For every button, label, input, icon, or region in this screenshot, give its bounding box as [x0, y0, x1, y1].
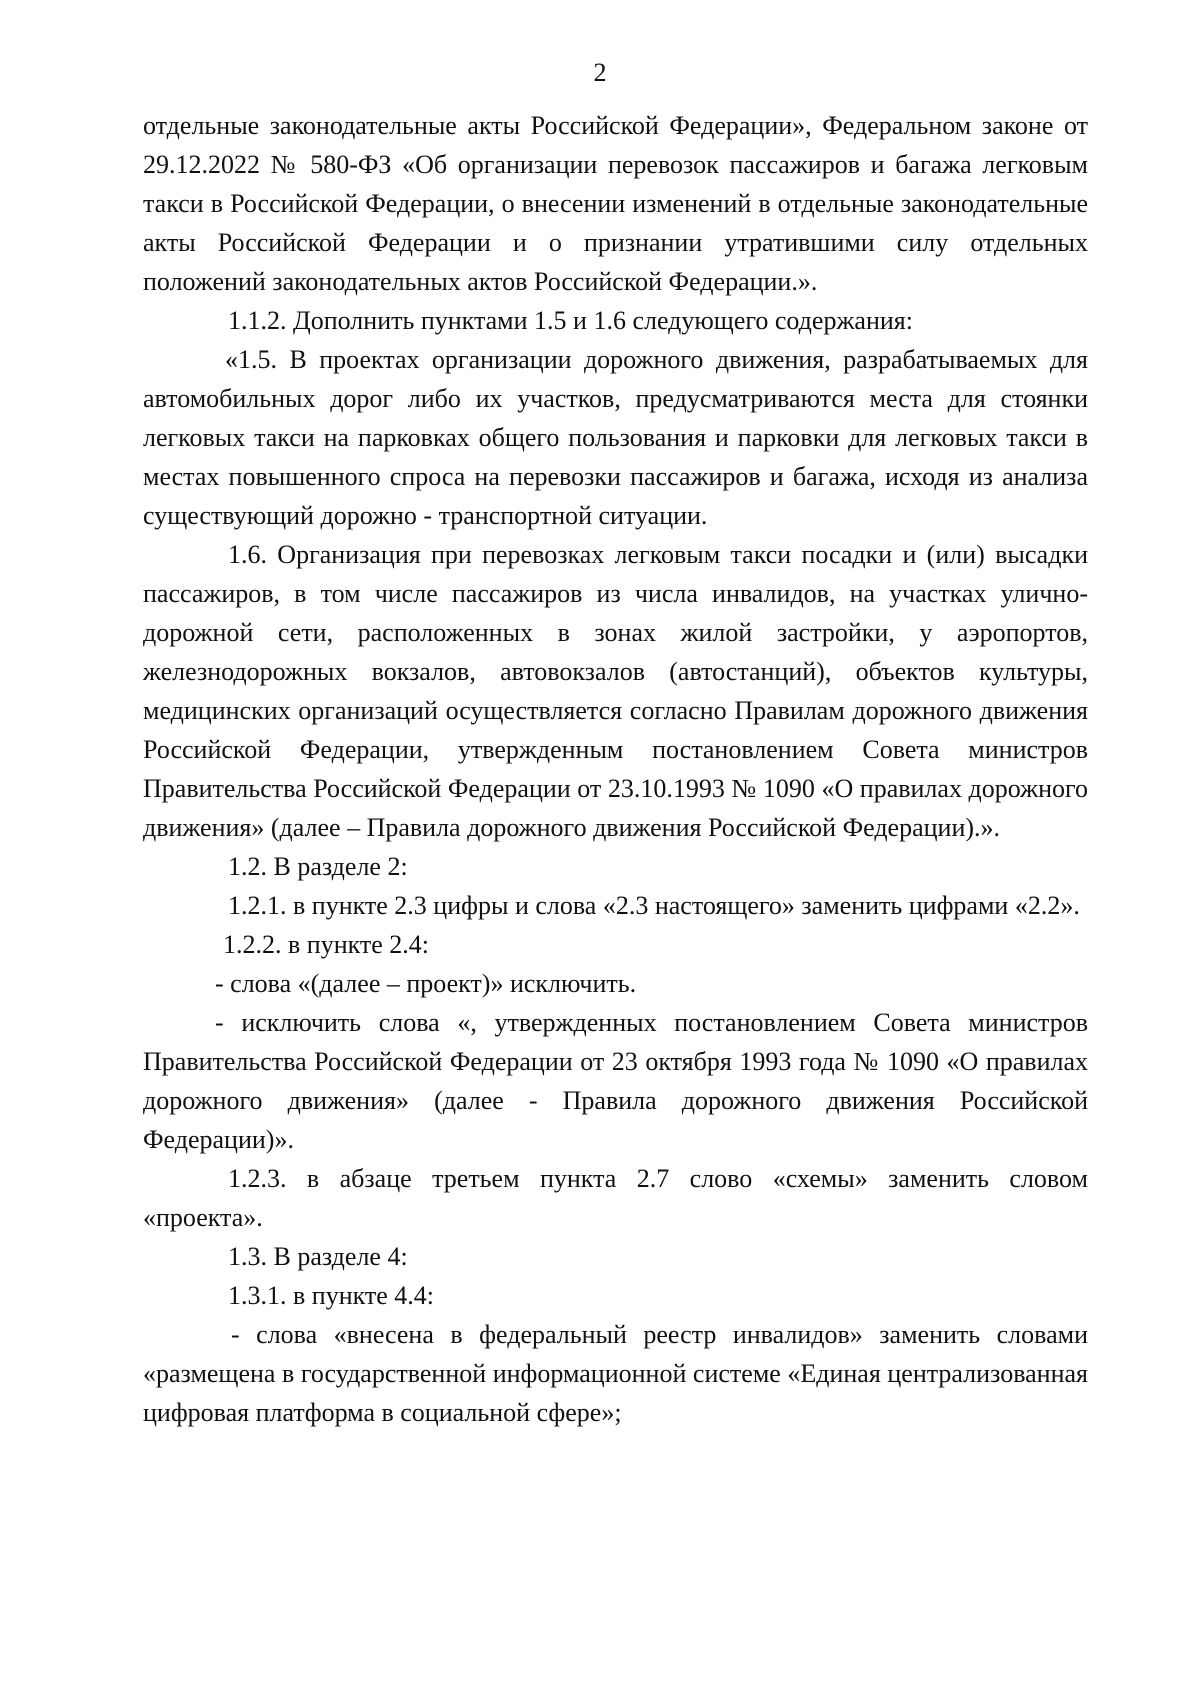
paragraph-1-2-1: 1.2.1. в пункте 2.3 цифры и слова «2.3 настоящего» заменить цифрами «2.2».: [228, 891, 1080, 920]
paragraph-dash-2: - исключить слова «, утвержденных постановлением Совета министров Правительства Российской Федерации от 23 октября 1993 года № 1090 «О правилах дорожного движения» (далее - Правила дорожного движения Российской Федерации)».: [143, 1008, 1088, 1154]
paragraph-1-3-1: 1.3.1. в пункте 4.4:: [228, 1281, 435, 1310]
paragraph-dash-1: - слова «(далее – проект)» исключить.: [215, 969, 637, 998]
paragraph-1-6: 1.6. Организация при перевозках легковым такси посадки и (или) высадки пассажиров, в том числе пассажиров из числа инвалидов, на участках улично-дорожной сети, расположенных в зонах жилой застройки, у аэропортов, железнодорожных вокзалов, автовокзалов (автостанций), объектов культуры, медицинских организаций осуществляется согласно Правилам дорожного движения Российской Федерации, утвержденным постановлением Совета министров Правительства Российской Федерации от 23.10.1993 № 1090 «О правилах дорожного движения» (далее – Правила дорожного движения Российской Федерации).».: [143, 540, 1088, 842]
document-body: [143, 106, 1088, 1432]
paragraph-1-2-2: 1.2.2. в пункте 2.4:: [223, 930, 430, 959]
paragraph-1-5: «1.5. В проектах организации дорожного движения, разрабатываемых для автомобильных дорог либо их участков, предусматриваются места для стоянки легковых такси на парковках общего пользования и парковки для легковых такси в местах повышенного спроса на перевозки пассажиров и багажа, исходя из анализа существующий дорожно - транспортной ситуации.: [143, 345, 1088, 530]
paragraph-1-1-2: 1.1.2. Дополнить пунктами 1.5 и 1.6 следующего содержания:: [228, 306, 913, 335]
paragraph-continuation: отдельные законодательные акты Российской Федерации», Федеральном законе от 29.12.2022 № 580-ФЗ «Об организации перевозок пассажиров и багажа легковым такси в Российской Федерации, о внесении изменений в отдельные законодательные акты Российской Федерации и о признании утратившими силу отдельных положений законодательных актов Российской Федерации.».: [143, 111, 1088, 296]
page-number: 2: [593, 58, 607, 87]
paragraph-1-2-3: 1.2.3. в абзаце третьем пункта 2.7 слово «схемы» заменить словом «проекта».: [143, 1164, 1088, 1232]
paragraph-1-2: 1.2. В разделе 2:: [228, 852, 408, 881]
paragraph-dash-3: - слова «внесена в федеральный реестр инвалидов» заменить словами «размещена в государственной информационной системе «Единая централизованная цифровая платформа в социальной сфере»;: [143, 1320, 1088, 1427]
paragraph-1-3: 1.3. В разделе 4:: [228, 1242, 408, 1271]
